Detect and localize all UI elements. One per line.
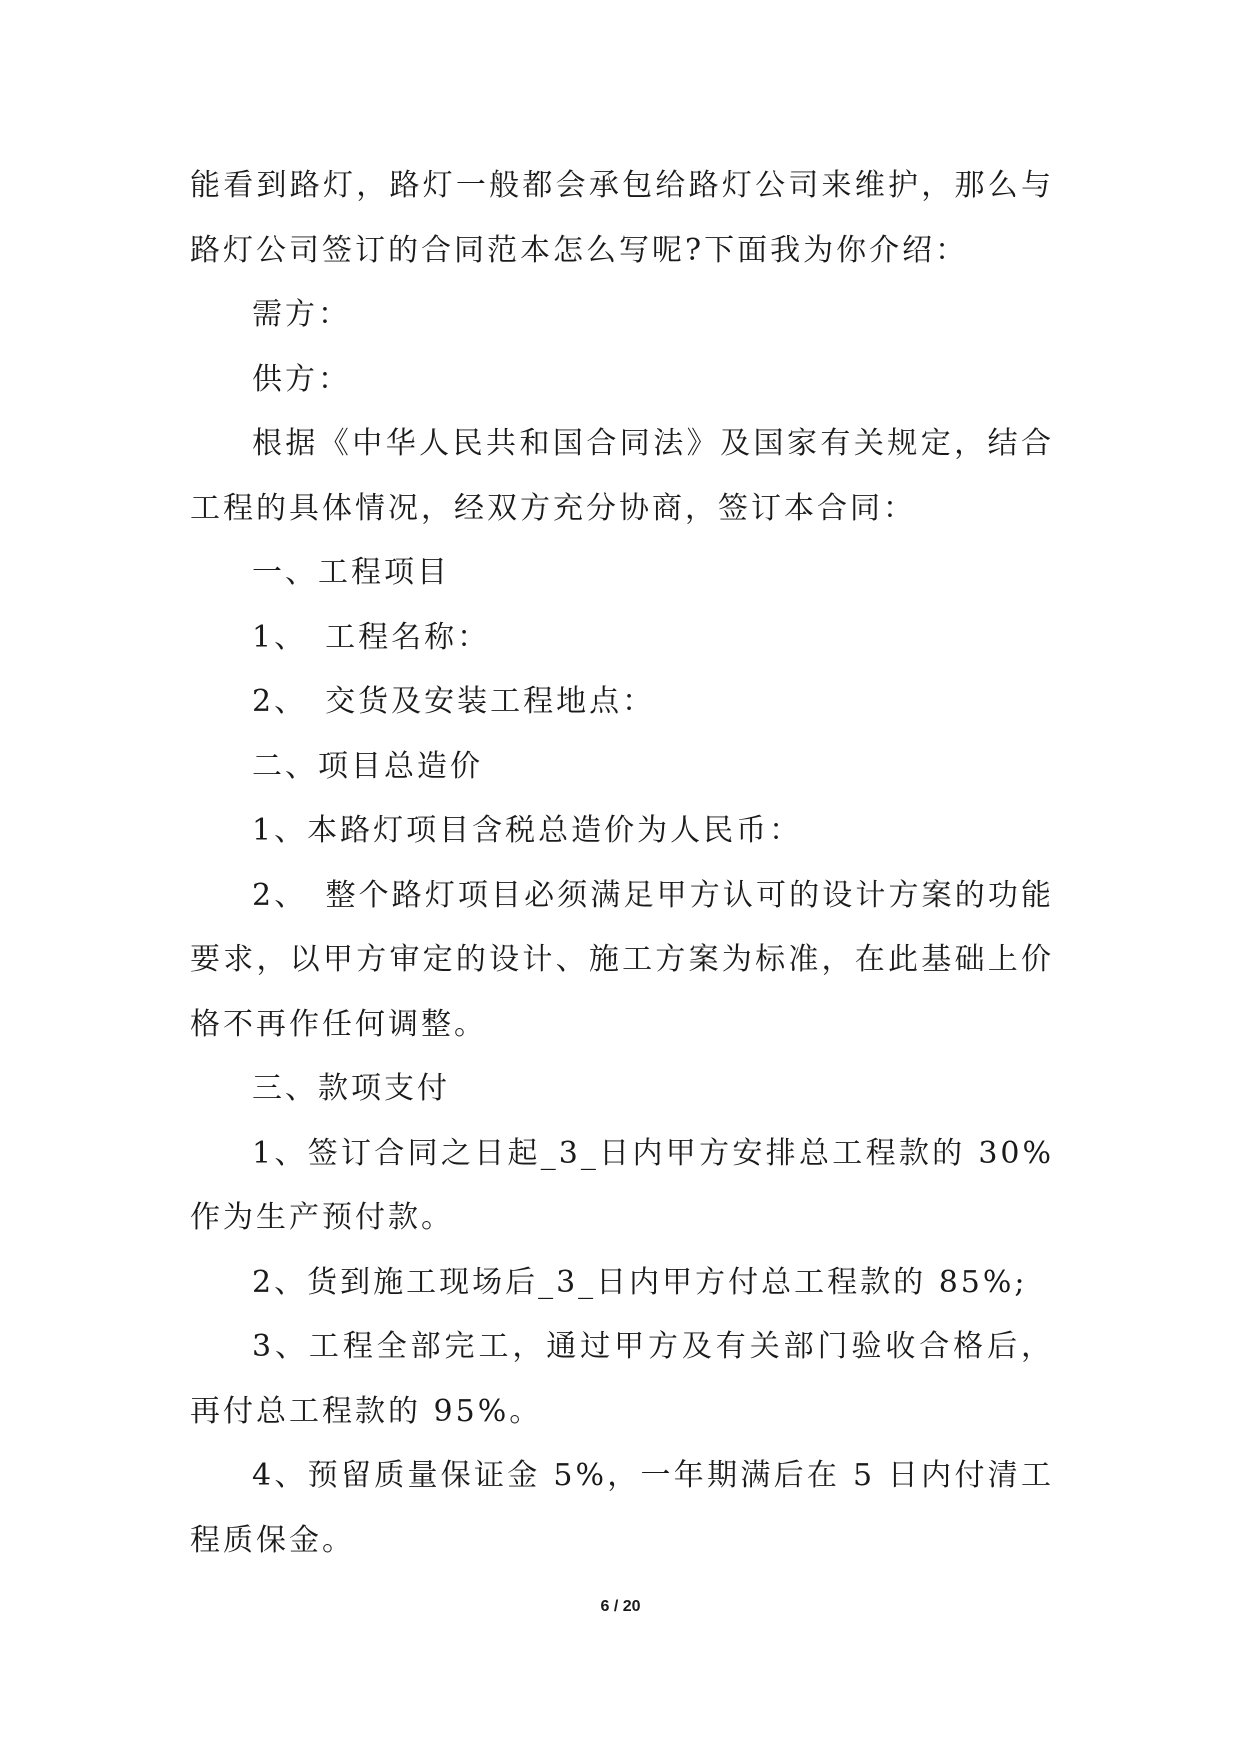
document-body (190, 154, 1054, 1573)
page-number: 6 / 20 (600, 1598, 641, 1615)
paragraph-payment-4: 4、预留质量保证金 5%，一年期满后在 5 日内付清工程质保金。 (190, 1458, 1054, 1558)
paragraph-legal-basis: 根据《中华人民共和国合同法》及国家有关规定，结合工程的具体情况，经双方充分协商，签订本合同： (190, 426, 1054, 526)
paragraph-intro: 能看到路灯，路灯一般都会承包给路灯公司来维护，那么与路灯公司签订的合同范本怎么写呢?下面我为你介绍： (190, 168, 1054, 268)
paragraph-project-location: 2、 交货及安装工程地点： (252, 684, 656, 719)
paragraph-project-name: 1、 工程名称： (252, 619, 491, 655)
paragraph-total-price: 1、本路灯项目含税总造价为人民币： (252, 813, 803, 848)
paragraph-buyer: 需方： (252, 297, 351, 332)
section-heading-project: 一、工程项目 (252, 555, 450, 590)
paragraph-supplier: 供方： (252, 361, 351, 397)
section-heading-payment: 三、款项支付 (252, 1071, 450, 1106)
paragraph-payment-3: 3、工程全部完工，通过甲方及有关部门验收合格后，再付总工程款的 95%。 (190, 1329, 1054, 1429)
paragraph-payment-1: 1、签订合同之日起_3_日内甲方安排总工程款的 30%作为生产预付款。 (190, 1135, 1054, 1235)
section-heading-price: 二、项目总造价 (252, 748, 483, 784)
paragraph-design-requirement: 2、 整个路灯项目必须满足甲方认可的设计方案的功能要求，以甲方审定的设计、施工方案为标准，在此基础上价格不再作任何调整。 (190, 877, 1054, 1042)
paragraph-payment-2: 2、货到施工现场后_3_日内甲方付总工程款的 85%; (252, 1264, 1028, 1300)
